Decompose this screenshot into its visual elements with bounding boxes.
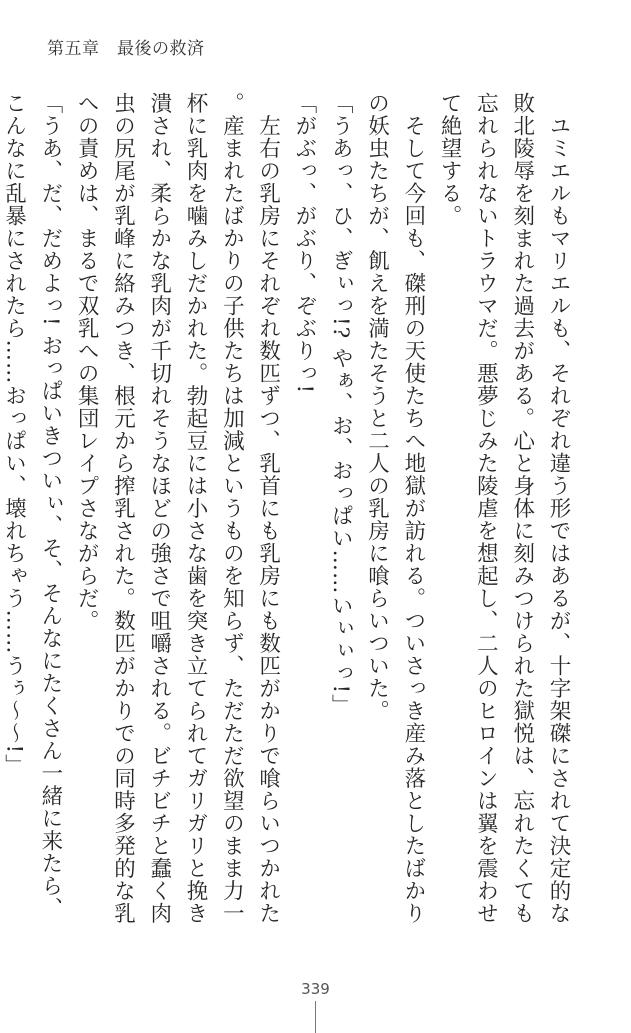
paragraph: 「うあ、だ、だめよっ! おっぱいきついぃ、そ、そんなにたくさん一緒に来たら、こんなに乱暴にされたら……おっぱい、壊れちゃう……うぅ～～!」 <box>1 92 63 920</box>
paragraph: 「うあっ、ひ、ぎぃっ!? やぁ、お、おっぱい……いぃぃっ!」 <box>328 92 354 717</box>
chapter-title: 第五章 最後の救済 <box>47 39 205 59</box>
paragraph: そして今回も、磔刑の天使たちへ地獄が訪れる。ついさっき産み落としたばかりの妖虫たちが、飢えを満たそうと二人の乳房に喰らいついた。 <box>364 92 426 925</box>
paragraph: ユミエルもマリエルも、それぞれ違う形ではあるが、十字架磔にされて決定的な敗北陵辱を刻まれた過去がある。心と身体に刻みつけられた獄悦は、忘れたくても忘れられないトラウマだ。悪夢じみた陵虐を想起し、二人のヒロインは翼を震わせて絶望する。 <box>437 92 571 925</box>
body-text <box>0 92 576 934</box>
page-divider-line <box>315 1001 316 1033</box>
paragraph: 「がぶっ、がぶり、ぞぶりっ! <box>291 92 317 395</box>
page-number: 339 <box>301 980 330 998</box>
paragraph: 左右の乳房にそれぞれ数匹ずつ、乳首にも乳房にも数匹がかりで喰らいつかれた。産まれたばかりの子供たちは加減というものを知らず、ただただ欲望のまま力一杯に乳肉を噛みしだかれた。勃起豆には小さな歯を突き立てられてガリガリと挽き潰され、柔らかな乳肉が千切れそうなほどの強さで咀嚼される。ビチビチと蠢く肉虫の尻尾が乳峰に絡みつき、根元から搾乳された。数匹がかりでの同時多発的な乳への責めは、まるで双乳への集団レイプさながらだ。 <box>74 92 281 925</box>
